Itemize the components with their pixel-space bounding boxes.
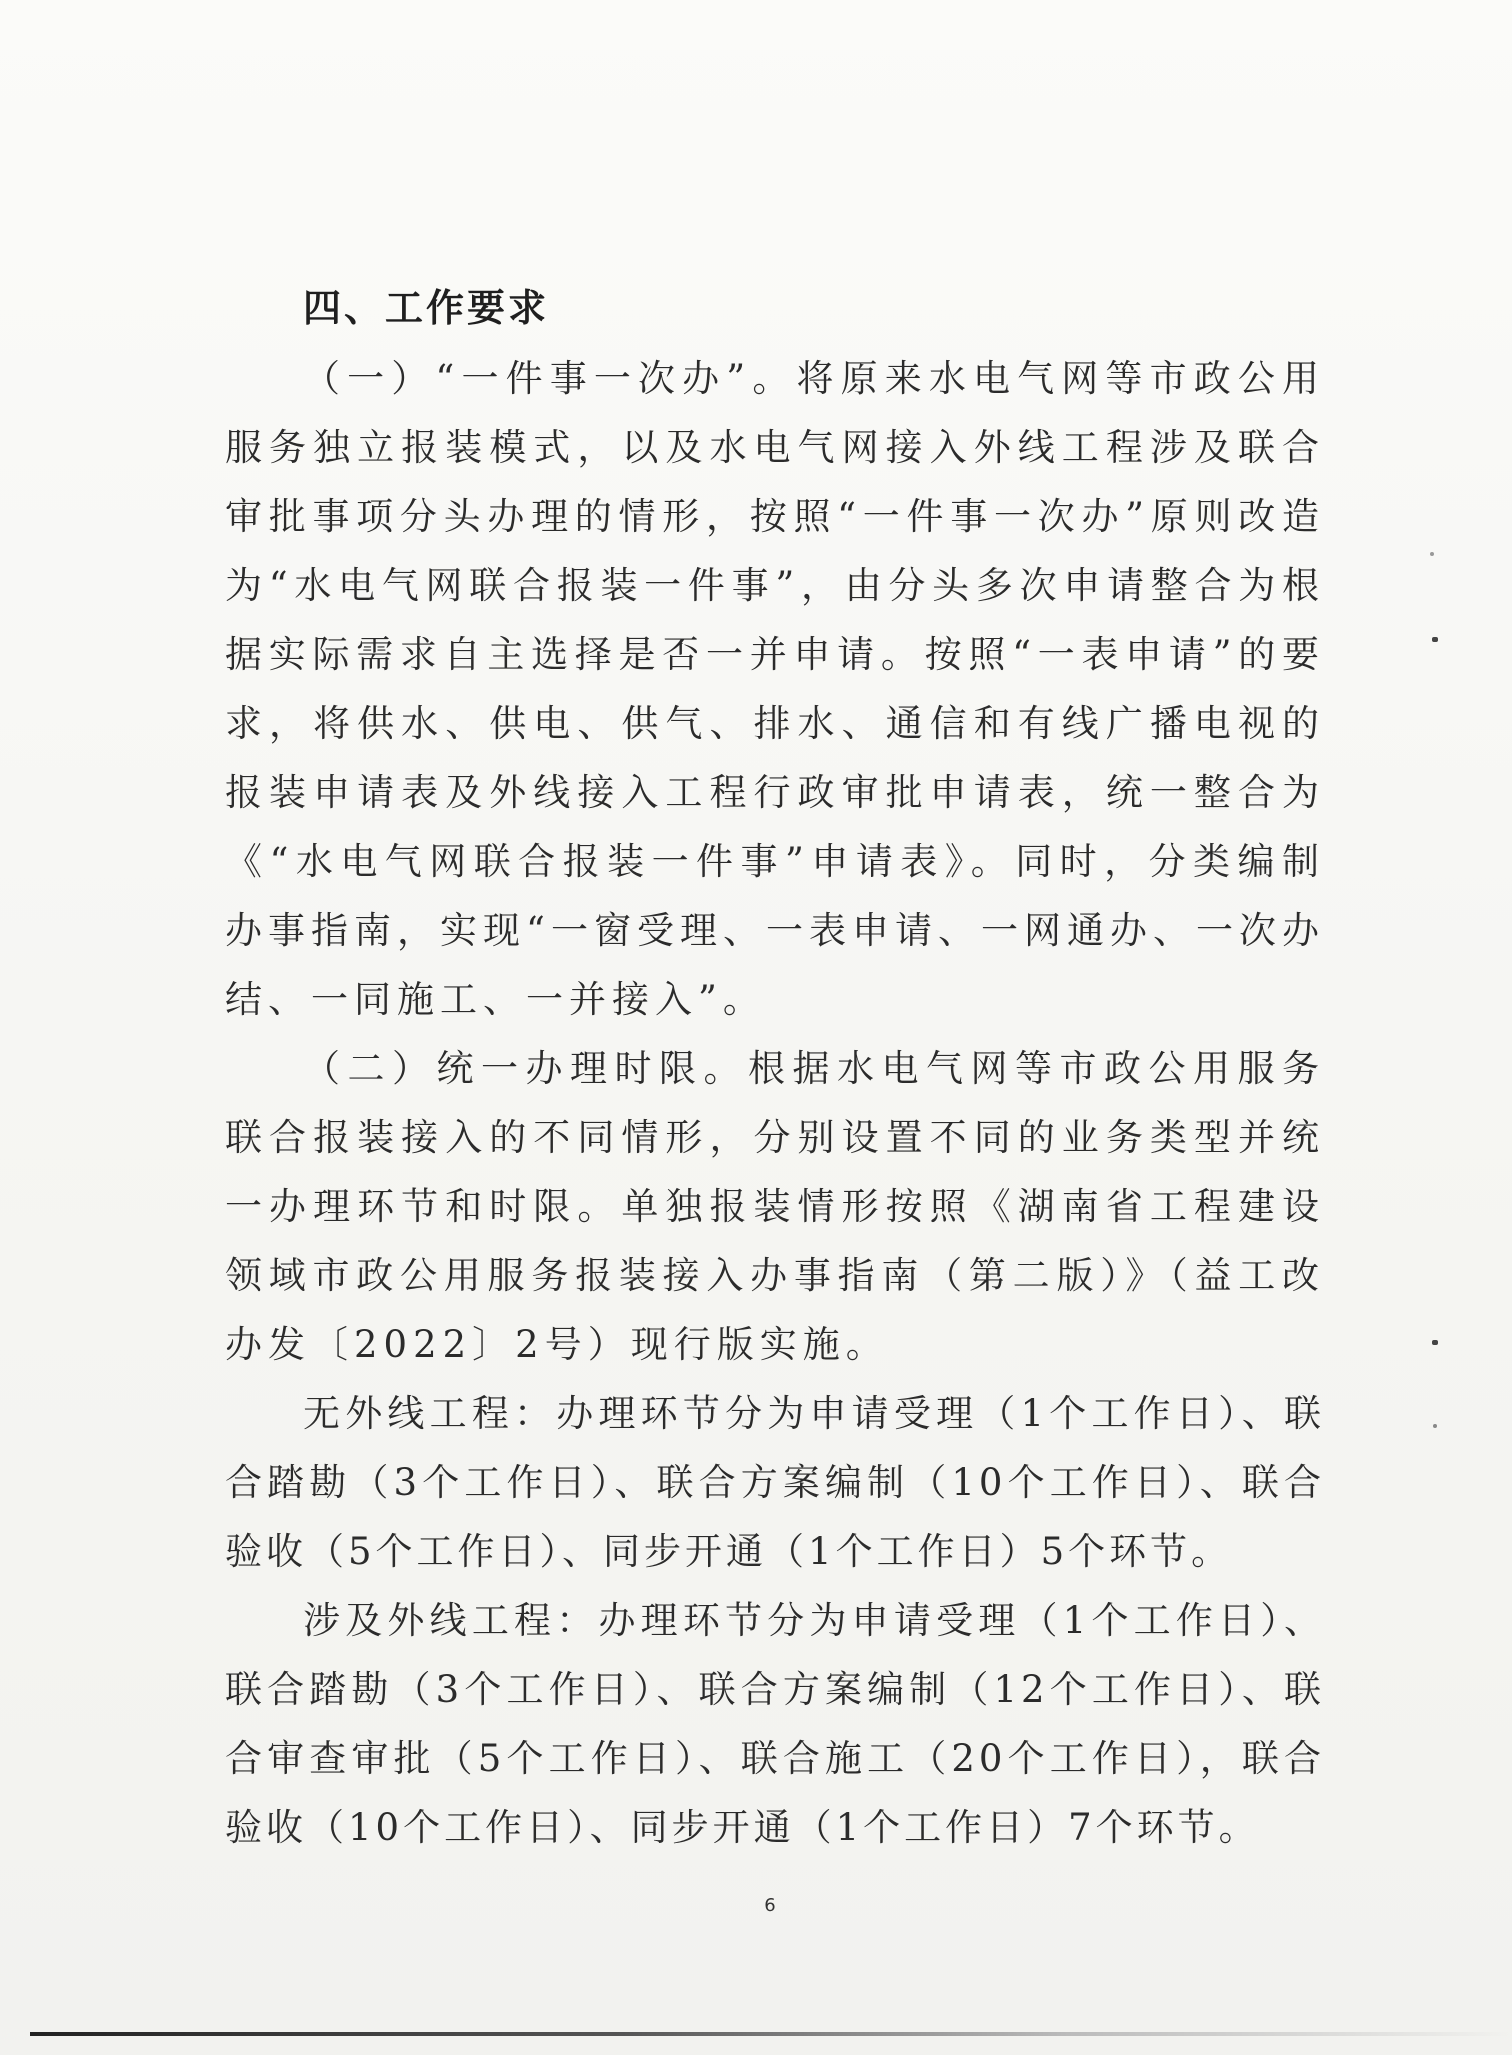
- page-number: 6: [764, 1895, 776, 1916]
- scan-speck: [1432, 1340, 1438, 1345]
- scan-edge-line: [30, 2032, 1512, 2036]
- paragraph-no-external-line: 无外线工程：办理环节分为申请受理（1个工作日）、联合踏勘（3个工作日）、联合方案编制（10个工作日）、联合验收（5个工作日）、同步开通（1个工作日）5个环节。: [225, 1392, 1325, 1573]
- paragraph-external-line: 涉及外线工程：办理环节分为申请受理（1个工作日）、联合踏勘（3个工作日）、联合方案编制（12个工作日）、联合审查审批（5个工作日）、联合施工（20个工作日），联合验收（10个工作日）、同步开通（1个工作日）7个环节。: [225, 1599, 1325, 1849]
- scan-speck: [1430, 552, 1434, 556]
- section-heading: 四、工作要求: [303, 286, 550, 330]
- scan-speck: [1432, 637, 1438, 642]
- paragraph-time-limit: （二）统一办理时限。根据水电气网等市政公用服务联合报装接入的不同情形，分别设置不同的业务类型并统一办理环节和时限。单独报装情形按照《湖南省工程建设领域市政公用服务报装接入办事指南（第二版）》（益工改办发〔2022〕2号）现行版实施。: [225, 1047, 1325, 1366]
- scan-speck: [1433, 1424, 1437, 1428]
- paragraph-one-event: （一）“一件事一次办”。将原来水电气网等市政公用服务独立报装模式，以及水电气网接入外线工程涉及联合审批事项分头办理的情形，按照“一件事一次办”原则改造为“水电气网联合报装一件事”，由分头多次申请整合为根据实际需求自主选择是否一并申请。按照“一表申请”的要求，将供水、供电、供气、排水、通信和有线广播电视的报装申请表及外线接入工程行政审批申请表，统一整合为《“水电气网联合报装一件事”申请表》。同时，分类编制办事指南，实现“一窗受理、一表申请、一网通办、一次办结、一同施工、一并接入”。: [225, 357, 1325, 1021]
- document-body: [225, 272, 1325, 1862]
